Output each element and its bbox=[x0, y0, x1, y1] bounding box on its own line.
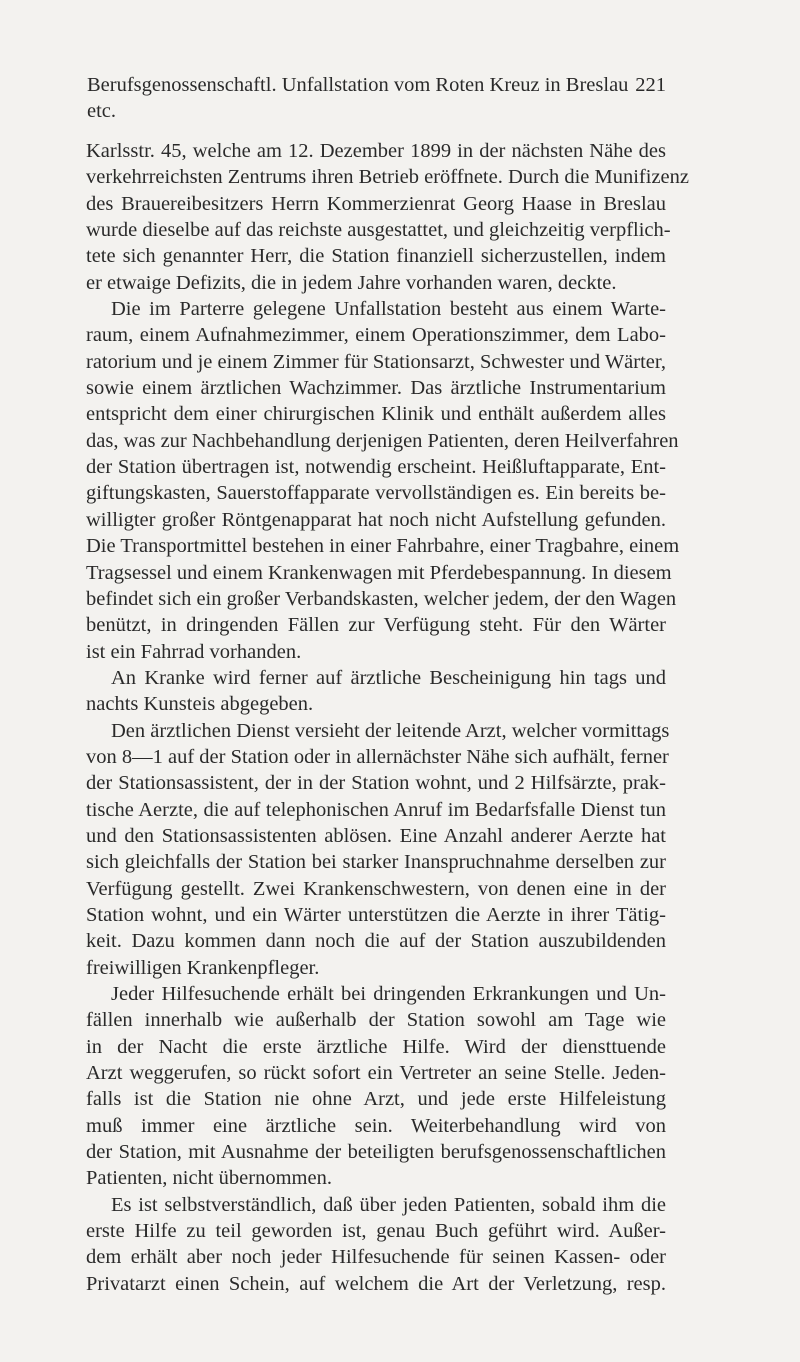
text-line: tische Aerzte, die auf telephonischen Anruf im Bedarfsfalle Dienst tun bbox=[86, 798, 666, 821]
text-line: muß immer eine ärztliche sein. Weiterbehandlung wird von bbox=[86, 1114, 666, 1137]
text-line: Tragsessel und einem Krankenwagen mit Pferdebespannung. In diesem bbox=[86, 561, 672, 584]
text-line: wurde dieselbe auf das reichste ausgestattet, und gleichzeitig verpflich- bbox=[86, 219, 671, 242]
text-line: der Stationsassistent, der in der Station wohnt, und 2 Hilfsärzte, prak- bbox=[86, 772, 666, 795]
text-line: sowie einem ärztlichen Wachzimmer. Das ärztliche Instrumentarium bbox=[86, 377, 666, 400]
text-line: Den ärztlichen Dienst versieht der leitende Arzt, welcher vormittags bbox=[111, 719, 670, 742]
text-line: benützt, in dringenden Fällen zur Verfügung steht. Für den Wärter bbox=[86, 614, 666, 637]
text-line: verkehrreichsten Zentrums ihren Betrieb eröffnete. Durch die Munifizenz bbox=[86, 166, 689, 189]
text-line: fällen innerhalb wie außerhalb der Station sowohl am Tage wie bbox=[86, 1009, 666, 1032]
text-line: keit. Dazu kommen dann noch die auf der Station auszubildenden bbox=[86, 930, 666, 953]
body-text bbox=[86, 138, 689, 1297]
text-line: und den Stationsassistenten ablösen. Eine Anzahl anderer Aerzte hat bbox=[86, 824, 666, 847]
text-line: entspricht dem einer chirurgischen Klinik und enthält außerdem alles bbox=[86, 403, 666, 426]
text-line: Arzt weggerufen, so rückt sofort ein Vertreter an seine Stelle. Jeden- bbox=[86, 1062, 666, 1085]
running-head bbox=[86, 72, 666, 124]
text-line: ist ein Fahrrad vorhanden. bbox=[86, 640, 302, 663]
text-line: ratorium und je einem Zimmer für Stationsarzt, Schwester und Wärter, bbox=[86, 350, 667, 373]
text-line: giftungskasten, Sauerstoffapparate vervollständigen es. Ein bereits be- bbox=[86, 482, 666, 505]
text-line: freiwilligen Krankenpfleger. bbox=[86, 956, 320, 979]
text-line: raum, einem Aufnahmezimmer, einem Operationszimmer, dem Labo- bbox=[86, 324, 666, 347]
text-line: falls ist die Station nie ohne Arzt, und jede erste Hilfeleistung bbox=[86, 1088, 666, 1111]
text-line: sich gleichfalls der Station bei starker Inanspruchnahme derselben zur bbox=[86, 851, 666, 874]
running-head-title: Berufsgenossenschaftl. Unfallstation vom Roten Kreuz in Breslau etc. bbox=[87, 74, 629, 122]
text-line: das, was zur Nachbehandlung derjenigen Patienten, deren Heilverfahren bbox=[86, 429, 679, 452]
text-line: von 8—1 auf der Station oder in allernächster Nähe sich aufhält, ferner bbox=[86, 745, 669, 768]
page-number: 221 bbox=[635, 74, 666, 96]
text-line: Privatarzt einen Schein, auf welchem die Art der Verletzung, resp. bbox=[86, 1272, 666, 1295]
text-line: Die im Parterre gelegene Unfallstation besteht aus einem Warte- bbox=[111, 298, 666, 321]
text-line: Verfügung gestellt. Zwei Krankenschwestern, von denen eine in der bbox=[86, 877, 666, 900]
text-line: befindet sich ein großer Verbandskasten, welcher jedem, der den Wagen bbox=[86, 587, 677, 610]
text-line: tete sich genannter Herr, die Station finanziell sicherzustellen, indem bbox=[86, 245, 666, 268]
text-line: Station wohnt, und ein Wärter unterstützen die Aerzte in ihrer Tätig- bbox=[86, 903, 666, 926]
text-line: Jeder Hilfesuchende erhält bei dringenden Erkrankungen und Un- bbox=[111, 983, 666, 1005]
text-line: Es ist selbstverständlich, daß über jeden Patienten, sobald ihm die bbox=[111, 1193, 666, 1216]
text-line: der Station, mit Ausnahme der beteiligten berufsgenossenschaftlichen bbox=[86, 1141, 666, 1164]
text-line: des Brauereibesitzers Herrn Kommerzienrat Georg Haase in Breslau bbox=[86, 192, 666, 215]
text-line: Patienten, nicht übernommen. bbox=[86, 1167, 332, 1190]
text-line: Karlsstr. 45, welche am 12. Dezember 1899 in der nächsten Nähe des bbox=[86, 140, 666, 162]
text-line: in der Nacht die erste ärztliche Hilfe. Wird der diensttuende bbox=[86, 1035, 666, 1058]
text-line: Die Transportmittel bestehen in einer Fahrbahre, einer Tragbahre, einem bbox=[86, 535, 680, 558]
text-line: der Station übertragen ist, notwendig erscheint. Heißluftapparate, Ent- bbox=[86, 456, 666, 479]
text-line: willigter großer Röntgenapparat hat noch nicht Aufstellung gefunden. bbox=[86, 508, 666, 531]
text-line: nachts Kunsteis abgegeben. bbox=[86, 693, 314, 716]
text-line: er etwaige Defizits, die in jedem Jahre vorhanden waren, deckte. bbox=[86, 271, 617, 294]
text-line: An Kranke wird ferner auf ärztliche Bescheinigung hin tags und bbox=[111, 666, 666, 689]
text-line: dem erhält aber noch jeder Hilfesuchende für seinen Kassen- oder bbox=[86, 1246, 666, 1269]
text-line: erste Hilfe zu teil geworden ist, genau Buch geführt wird. Außer- bbox=[86, 1220, 666, 1243]
